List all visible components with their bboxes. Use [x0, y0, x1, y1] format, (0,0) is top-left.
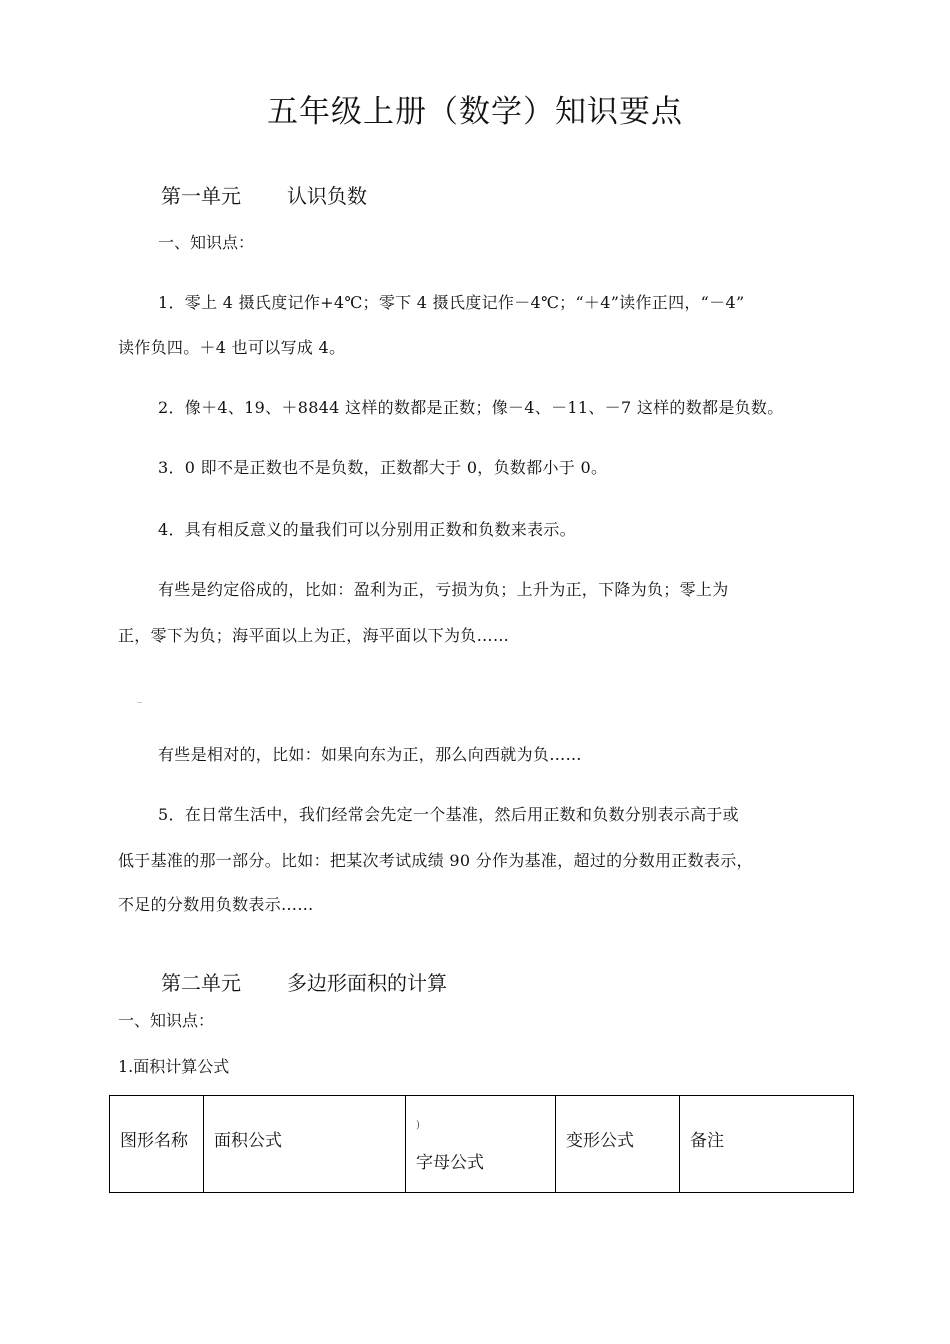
unit-1-point-2: 2．像＋4、19、＋8844 这样的数都是正数；像－4、－11、－7 这样的数都是负数。 [158, 398, 784, 417]
unit-1-point-4-relative: 有些是相对的，比如：如果向东为正，那么向西就为负…… [158, 745, 582, 764]
page-title: 五年级上册（数学）知识要点 [267, 94, 683, 130]
header-variant-formula: 变形公式 [556, 1096, 680, 1193]
header-notes: 备注 [680, 1096, 854, 1193]
area-formula-table [109, 1095, 854, 1193]
unit-2-section-heading: 一、知识点： [118, 1011, 215, 1030]
unit-1-section-heading: 一、知识点： [158, 233, 255, 252]
unit-1-point-1-line-2: 读作负四。＋4 也可以写成 4。 [118, 338, 346, 357]
unit-1-label: 第一单元 [161, 184, 241, 208]
unit-1-heading [161, 180, 367, 209]
unit-1-point-4-conventional-line-2: 正，零下为负；海平面以上为正，海平面以下为负…… [118, 626, 510, 645]
unit-2-label: 第二单元 [161, 971, 241, 995]
stray-mark-table: ) [416, 1120, 420, 1131]
header-letter-formula: 字母公式 [416, 1153, 484, 1173]
unit-1-point-5-line-2: 低于基准的那一部分。比如：把某次考试成绩 90 分作为基准，超过的分数用正数表示， [118, 851, 753, 870]
stray-mark: _ [137, 692, 142, 703]
header-letter-formula-cell [406, 1096, 556, 1193]
header-area-formula: 面积公式 [204, 1096, 406, 1193]
unit-1-point-3: 3．0 即不是正数也不是负数，正数都大于 0，负数都小于 0。 [158, 458, 608, 477]
header-shape-name: 图形名称 [110, 1096, 204, 1193]
unit-1-point-5-line-1: 5．在日常生活中，我们经常会先定一个基准，然后用正数和负数分别表示高于或 [158, 805, 739, 824]
unit-1-point-4: 4．具有相反意义的量我们可以分别用正数和负数来表示。 [158, 520, 576, 539]
unit-1-point-5-line-3: 不足的分数用负数表示…… [118, 895, 314, 914]
unit-1-point-4-conventional-line-1: 有些是约定俗成的，比如：盈利为正，亏损为负；上升为正，下降为负；零上为 [158, 580, 729, 599]
unit-2-heading [161, 967, 447, 996]
unit-2-subsection-heading: 1.面积计算公式 [118, 1057, 230, 1076]
unit-1-name: 认识负数 [287, 184, 367, 208]
unit-2-name: 多边形面积的计算 [287, 971, 447, 995]
table-header-row [110, 1096, 854, 1193]
unit-1-point-1-line-1: 1．零上 4 摄氏度记作+4℃；零下 4 摄氏度记作－4℃；“＋4”读作正四，“－4” [158, 293, 745, 312]
